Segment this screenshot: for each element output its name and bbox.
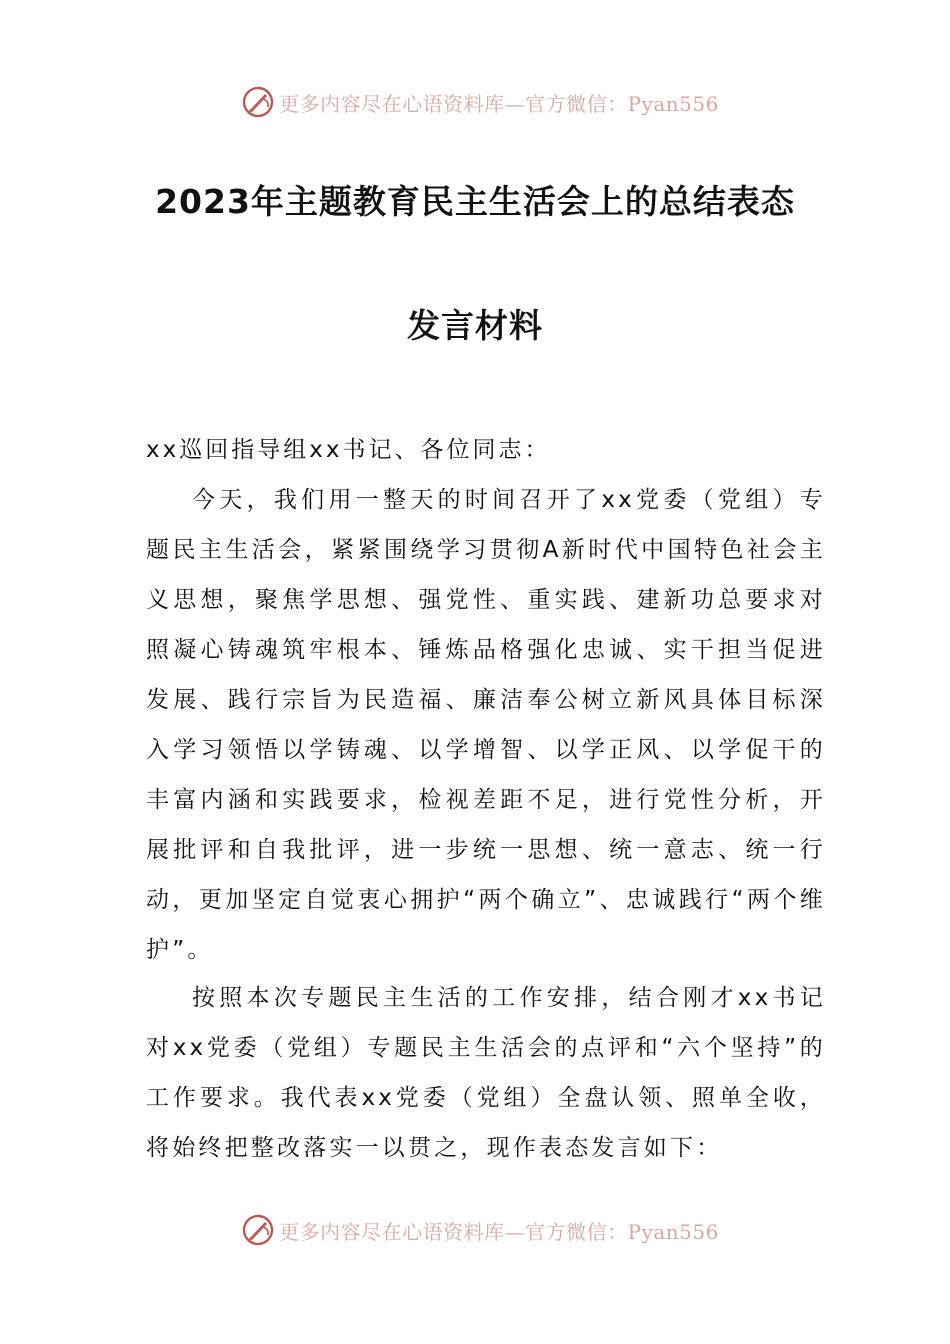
salutation: xx巡回指导组xx书记、各位同志： (146, 437, 551, 463)
document-title-line-1: 2023年主题教育民主生活会上的总结表态 (155, 182, 795, 221)
quill-logo-icon (241, 1213, 275, 1247)
paragraph-2-text: 按照本次专题民主生活的工作安排，结合刚才xx书记对xx党委（党组）专题民主生活会的点评和“六个坚持”的工作要求。我代表xx党委（党组）全盘认领、照单全收，将始终把整改落实一以贯之，现作表态发言如下： (146, 985, 826, 1161)
header-watermark-banner (0, 82, 950, 122)
footer-watermark-text: 更多内容尽在心语资料库—官方微信：Pyan556 (279, 1219, 719, 1244)
paragraph-1-text: 今天，我们用一整天的时间召开了xx党委（党组）专题民主生活会，紧紧围绕学习贯彻A新时代中国特色社会主义思想，聚焦学思想、强党性、重实践、建新功总要求对照凝心铸魂筑牢根本、锤炼品格强化忠诚、实干担当促进发展、践行宗旨为民造福、廉洁奉公树立新风具体目标深入学习领悟以学铸魂、以学增智、以学正风、以学促干的丰富内涵和实践要求，检视差距不足，进行党性分析，开展批评和自我批评，进一步统一思想、统一意志、统一行动，更加坚定自觉衷心拥护“两个确立”、忠诚践行“两个维护”。 (146, 487, 826, 963)
body-paragraph-1 (146, 475, 826, 975)
quill-logo-icon (241, 85, 275, 119)
header-watermark-text: 更多内容尽在心语资料库—官方微信：Pyan556 (279, 91, 719, 116)
body-paragraph-2 (146, 973, 826, 1173)
footer-watermark-banner (0, 1210, 950, 1250)
document-title-line-2: 发言材料 (407, 306, 543, 345)
